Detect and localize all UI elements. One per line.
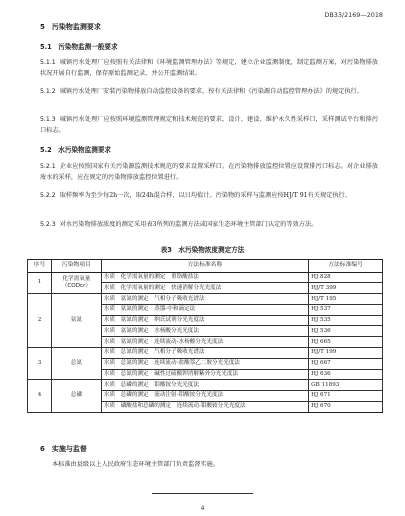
section-6-text: 本标准由县级以上人民政府生态环境主管部门负责监督实施。: [52, 461, 220, 468]
standard-code: HJ 636: [309, 369, 383, 380]
method-name: 水质 氨氮的测定 蒸馏-中和滴定法: [101, 304, 308, 315]
clause-5-2-3: [40, 220, 378, 231]
clause-text: 对水污染物排放浓度的测定采用表3所列的监测方法或国家生态环境主管部门认定的等效方法。: [59, 221, 318, 228]
table-3-caption: 表3 水污染物浓度测定方法: [160, 246, 245, 254]
standard-code: HJ/T 195: [309, 294, 383, 305]
clause-5-2-2: [40, 191, 378, 202]
standard-code: HJ/T 199: [309, 347, 383, 358]
row-number: 1: [28, 272, 52, 294]
method-name: 水质 氨氮的测定 连续流动-水杨酸分光光度法: [101, 337, 308, 348]
pollutant-name: 总氮: [51, 347, 101, 379]
header-no: 序号: [28, 260, 52, 273]
clause-5-2-1: [40, 162, 378, 184]
clause-number: 5.2.3: [40, 221, 56, 228]
row-number: 4: [28, 380, 52, 412]
document-id: DB33/2169—2018: [324, 11, 383, 19]
method-name: 水质 总氮的测定 连续流动-盐酸萘乙二胺分光光度法: [101, 358, 308, 369]
method-name: 水质 化学需氧量的测定 快速消解分光光度法: [101, 283, 308, 294]
clause-text: 城镇污水处理厂应按照有关法律和《环境监测管理办法》等规定，建立企业监测制度，制定监测方案，对污染物排放状况开展自行监测，保存原始监测记录，并公开监测结果。: [40, 59, 379, 77]
method-name: 水质 氨氮的测定 纳氏试剂分光光度法: [101, 315, 308, 326]
clause-number: 5.2.2: [40, 192, 56, 199]
standard-code: HJ/T 399: [309, 283, 383, 294]
clause-5-1-1: [40, 58, 378, 80]
header-item: 污染物项目: [51, 260, 101, 273]
row-number: 3: [28, 347, 52, 379]
method-name: 水质 磷酸盐和总磷的测定 连续流动-钼酸铵分光光度法: [101, 401, 308, 412]
method-name: 水质 总磷的测定 流动注射-钼酸铵分光光度法: [101, 391, 308, 402]
clause-text: 企业应按照国家有关污染源监测技术规范的要求设置采样口。在污染物排放监控位置应设置排污口标志。对企业排放废水的采样，应在规定的污染物排放监控位置进行。: [40, 163, 379, 181]
measurement-methods-table: [27, 259, 383, 413]
method-name: 水质 总磷的测定 钼酸铵分光光度法: [101, 380, 308, 391]
standard-code: HJ 537: [309, 304, 383, 315]
method-name: 水质 总氮的测定 碱性过硫酸钾消解紫外分光光度法: [101, 369, 308, 380]
clause-text: 取样频率为至少每2h一次，取24h混合样，以日均值计。污染物的采样与监测应按HJ/T 91有关规定执行。: [59, 192, 351, 199]
clause-text: 城镇污水处理厂应按照环境监测管理规定和技术规范的要求，设计、建设、维护永久性采样口，采样测试平台和排污口标志。: [40, 116, 379, 134]
pollutant-name: 氨氮: [51, 294, 101, 348]
table-row: [28, 380, 383, 391]
method-name: 水质 氨氮的测定 气相分子吸收光谱法: [101, 294, 308, 305]
end-of-standard-rule: [152, 493, 253, 494]
standard-code: HJ 671: [309, 391, 383, 402]
header-method: 方法标准名称: [101, 260, 308, 273]
method-name: 水质 总氮的测定 气相分子吸收光谱法: [101, 347, 308, 358]
clause-5-1-2: [40, 87, 378, 98]
clause-number: 5.1.2: [40, 88, 56, 95]
clause-text: 城镇污水处理厂安装污染物排放自动监控设备的要求，按有关法律和《污染源自动监控管理办法》的规定执行。: [59, 88, 363, 95]
section-5-title: 5 污染物监测要求: [40, 23, 101, 31]
pollutant-name: 总磷: [51, 380, 101, 412]
section-6-title: 6 实施与监督: [40, 445, 87, 453]
standard-code: HJ 665: [309, 337, 383, 348]
clause-5-1-3: [40, 115, 378, 137]
standard-code: HJ 535: [309, 315, 383, 326]
clause-number: 5.1.1: [40, 59, 56, 66]
table-row: [28, 294, 383, 305]
standard-code: HJ 667: [309, 358, 383, 369]
row-number: 2: [28, 294, 52, 348]
clause-number: 5.1.3: [40, 116, 56, 123]
standard-code: GB 11893: [309, 380, 383, 391]
pollutant-name: 化学需氧量（CODcr）: [51, 272, 101, 294]
clause-number: 5.2.1: [40, 163, 56, 170]
subsection-5-2-title: 5.2 水污染物监测要求: [40, 146, 112, 154]
standard-code: HJ 670: [309, 401, 383, 412]
standard-code: HJ 828: [309, 272, 383, 283]
header-standard: 方法标准编号: [309, 260, 383, 273]
method-name: 水质 氨氮的测定 水杨酸分光光度法: [101, 326, 308, 337]
page-number: 4: [200, 505, 205, 512]
method-name: 水质 化学需氧量的测定 重铬酸盐法: [101, 272, 308, 283]
table-row: [28, 272, 383, 283]
table-row: [28, 347, 383, 358]
table-header-row: [28, 260, 383, 273]
subsection-5-1-title: 5.1 污染物监测一般要求: [40, 43, 118, 51]
standard-code: HJ 536: [309, 326, 383, 337]
